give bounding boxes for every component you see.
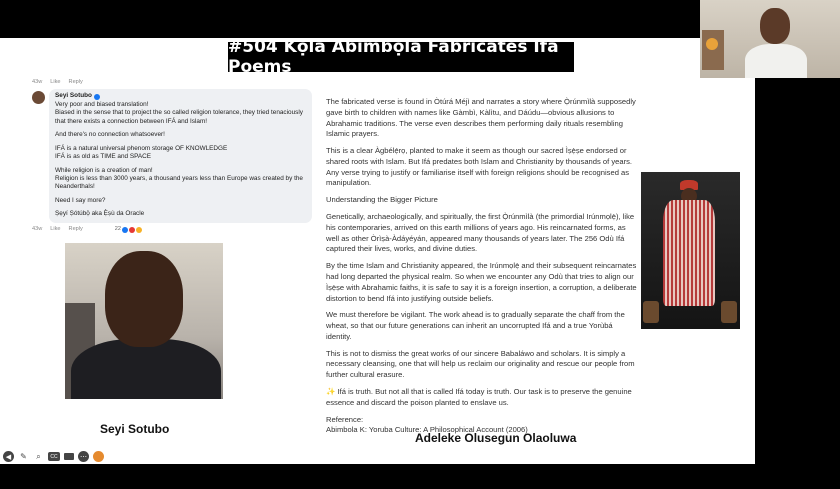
comment-time: 43w: [32, 225, 43, 232]
reference-label: Reference:: [326, 414, 364, 424]
article-paragraph: This is not to dismiss the great works of our sincere Babaláwo and scholars. It is simply a necessary cleansing, one that will help us reclaim our originality and rescue our people from further cultural erasure.: [326, 348, 635, 380]
presentation-toolbar: [3, 451, 104, 462]
comment-bubble: [49, 89, 312, 222]
facebook-comment-screenshot: [32, 79, 312, 233]
comment-meta-bottom: [32, 226, 142, 233]
reference-text: Abimbola K: Yoruba Culture: A Philosophical Account (2006): [326, 425, 528, 435]
comment-author: [55, 92, 306, 100]
right-caption: Adeleke Olusegun Olaoluwa: [415, 431, 577, 445]
zoom-icon[interactable]: ⌕: [36, 451, 41, 461]
comment-line: While religion is a creation of man!: [55, 166, 153, 174]
camera-icon[interactable]: [64, 453, 74, 460]
commenter-avatar: [32, 91, 45, 104]
article-paragraph: This is a clear Àgbélẹ́rọ, planted to make it seem as though our sacred Ìṣẹ̀ṣe endorsed or shared roots with Islam. But Ifá predates both Islam and Christianity by thousands of years. Any verse trying to justify or familiarise itself with foreign religions should be recognised as manipulation.: [326, 146, 633, 188]
left-caption: Seyi Sotubo: [100, 422, 170, 436]
comment-line: IFÁ is a natural universal phenom storage OF KNOWLEDGE: [55, 144, 228, 152]
back-icon[interactable]: ◀: [3, 451, 14, 462]
comment-meta-top: [32, 79, 312, 86]
article-heading: Understanding the Bigger Picture: [326, 195, 438, 205]
captions-icon[interactable]: CC: [48, 452, 60, 461]
article-paragraph: Genetically, archaeologically, and spiritually, the first Ọ̀rúnmìlà (the primordial Irúnmọlẹ̀), like his contemporaries, arrived on this earth millions of years ago. His reincarnated forms, as well as other Òrìṣà-Àdáyéyán, appeared many thousands of years later. The 256 Odù Ifá captured their lives, works, and divine duties.: [326, 212, 635, 254]
comment-line: Need I say more?: [55, 196, 106, 204]
reaction-count: 22: [114, 225, 121, 232]
portrait-photo-adeleke: [641, 172, 740, 329]
slide-title: #504 Kọ́lá Abímbọ́lá Fabricates Ifá Poems: [228, 42, 574, 72]
more-icon[interactable]: ⋯: [78, 451, 89, 462]
like-link: Like: [50, 79, 61, 85]
webcam-video-tile[interactable]: [700, 0, 840, 78]
reply-link: Reply: [68, 225, 83, 232]
comment: [32, 89, 312, 222]
reactions: [115, 226, 142, 233]
like-reaction-icon: [122, 227, 128, 233]
comment-time: 43w: [32, 79, 43, 85]
article-paragraph: By the time Islam and Christianity appeared, the Irúnmọlẹ̀ and their subsequent reincarnates had long departed the physical realm. So when we encounter any Odù that tries to align our Ìṣẹ̀ṣe with Abrahamic faiths, it is safe to say it is a foreign insertion, a corruption, a deliberate distortion to bend Ifá into justifying outside beliefs.: [326, 261, 637, 303]
comment-line: Very poor and biased translation!: [55, 100, 149, 108]
comment-line: And there's no connection whatsoever!: [55, 131, 165, 139]
pen-icon[interactable]: ✎: [20, 452, 27, 461]
reply-link: Reply: [68, 79, 83, 85]
portrait-photo-seyi-sotubo: [65, 243, 223, 399]
haha-reaction-icon: [136, 227, 142, 233]
article-paragraph: We must therefore be vigilant. The work ahead is to gradually separate the chaff from the wheat, so that our future generations can inherit an uncorrupted Ifá and a true Yorùbá identity.: [326, 310, 625, 341]
comment-line: Religion is less than 3000 years, a thousand years less than Europe was created by the Neanderthals!: [55, 175, 303, 191]
love-reaction-icon: [129, 227, 135, 233]
like-link: Like: [50, 225, 61, 232]
verified-badge-icon: [94, 94, 100, 100]
author-name: Seyi Sotubo: [55, 92, 92, 100]
article-paragraph: ✨ Ifá is truth. But not all that is called Ifá today is truth. Our task is to preserve the genuine essence and discard the poison planted to enslave us.: [326, 386, 632, 407]
comment-line: Biased in the sense that to project the so called religion tolerance, they tried tenaciously that there exists a connection between IFÁ and Islam!: [55, 109, 303, 125]
article-paragraph: The fabricated verse is found in Òtúrá Méjì and narrates a story where Ọ̀rúnmìlà supposedly gave birth to children with names like Gàmbì, Kàlìtu, and Dáúdu—obvious allusions to Abrahamic traditions. The verse even describes them performing daily rituals resembling Islamic prayers.: [326, 97, 636, 139]
article-text: [326, 97, 638, 436]
orange-app-icon[interactable]: [93, 451, 104, 462]
comment-signature: Ṣẹyí Ṣótúbọ̀ aka Ẹ̀ṣù da Oracle: [55, 210, 145, 218]
comment-line: IFÁ is as old as TIME and SPACE: [55, 153, 152, 161]
